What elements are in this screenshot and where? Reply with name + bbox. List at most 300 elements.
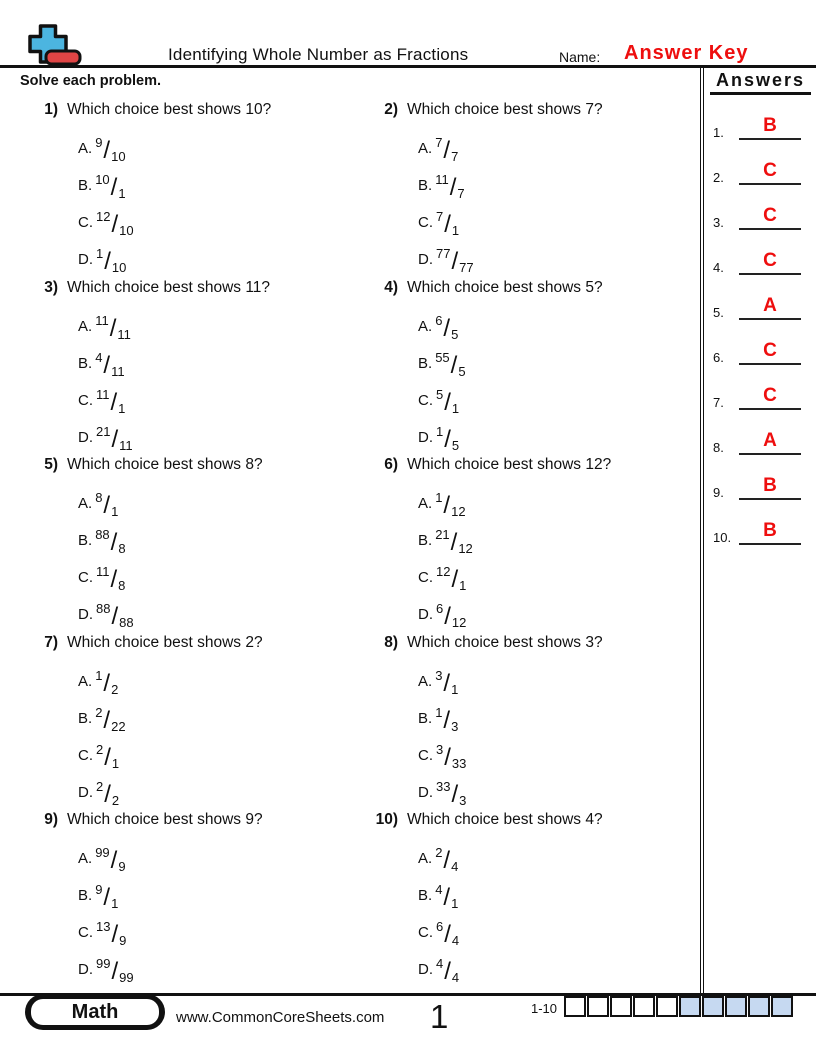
choice-letter: B. <box>78 354 93 372</box>
answer-choice <box>78 729 368 771</box>
fraction <box>95 172 126 201</box>
fraction-slash <box>102 884 111 911</box>
choice-letter: D. <box>78 961 93 978</box>
answer-number: 6. <box>713 350 724 365</box>
choice-letter: D. <box>78 783 93 801</box>
question-number: 1) <box>44 101 58 118</box>
question-text: Which choice best shows 3? <box>407 633 603 651</box>
question-block <box>28 811 368 989</box>
answer-blank <box>739 341 801 365</box>
fraction <box>95 704 126 734</box>
fraction-numerator: 2 <box>95 704 103 720</box>
choice-letter: B. <box>78 532 93 549</box>
answer-choice <box>78 943 368 985</box>
choice-letter: D. <box>418 428 433 446</box>
answer-choice <box>418 122 698 164</box>
question-number: 4) <box>384 278 398 296</box>
answer-choice <box>418 233 698 275</box>
choice-list <box>418 122 698 275</box>
fraction-denominator: 11 <box>119 437 133 453</box>
choice-letter: A. <box>418 672 433 690</box>
choice-letter: A. <box>78 672 93 690</box>
fraction-denominator: 3 <box>451 718 459 734</box>
answer-row <box>704 500 816 545</box>
fraction-numerator: 6 <box>436 919 444 934</box>
fraction-slash <box>102 137 111 164</box>
choice-letter: B. <box>418 532 433 549</box>
answer-choice <box>78 692 368 734</box>
fraction-slash <box>102 352 111 379</box>
subject-badge <box>25 994 165 1030</box>
fraction-denominator: 1 <box>451 681 459 697</box>
fraction-slash <box>102 670 111 697</box>
fraction <box>96 956 134 985</box>
fraction-slash <box>443 389 452 416</box>
choice-letter: C. <box>418 391 433 409</box>
fraction-denominator: 88 <box>119 615 134 630</box>
score-cell <box>564 996 586 1017</box>
fraction-numerator: 9 <box>95 882 103 897</box>
answer-choice <box>418 159 698 201</box>
fraction-numerator: 55 <box>435 349 450 365</box>
fraction-numerator: 5 <box>436 386 444 402</box>
answer-choice <box>78 233 368 275</box>
answer-choice <box>78 122 368 164</box>
fraction-denominator: 2 <box>111 792 120 808</box>
fraction <box>96 564 126 593</box>
choice-letter: C. <box>78 924 93 941</box>
fraction <box>96 919 127 948</box>
fraction-slash <box>110 426 119 453</box>
fraction <box>436 919 460 948</box>
answer-choice <box>78 196 368 238</box>
fraction-slash <box>442 315 451 342</box>
fraction <box>435 490 466 519</box>
question-text: Which choice best shows 5? <box>407 278 603 296</box>
answer-blank <box>739 206 801 230</box>
fraction <box>435 667 459 697</box>
subject-label: Math <box>31 999 159 1025</box>
fraction-numerator: 4 <box>436 956 444 971</box>
fraction-numerator: 21 <box>96 423 111 439</box>
answer-row <box>704 455 816 500</box>
fraction <box>96 778 120 808</box>
answer-choice <box>418 300 698 342</box>
choice-letter: A. <box>78 850 93 867</box>
answer-choice <box>78 766 368 808</box>
answer-choice <box>78 159 368 201</box>
choice-letter: B. <box>418 887 433 904</box>
question-block <box>28 101 368 279</box>
answer-key-label: Answer Key <box>624 42 749 64</box>
score-range-label: 1-10 <box>531 1001 558 1016</box>
fraction <box>96 741 120 771</box>
question-block <box>368 279 698 457</box>
fraction-slash <box>442 847 451 874</box>
fraction-numerator: 11 <box>435 172 449 187</box>
fraction-numerator: 13 <box>96 919 111 934</box>
score-grid <box>564 996 793 1017</box>
choice-letter: C. <box>78 391 93 409</box>
answer-blank <box>739 476 801 500</box>
choice-letter: B. <box>78 887 93 904</box>
answer-blank <box>739 386 801 410</box>
question-text: Which choice best shows 8? <box>67 456 263 473</box>
fraction <box>95 349 125 379</box>
answer-choice <box>418 514 698 556</box>
commoncoresheets-logo <box>20 12 110 70</box>
choice-letter: D. <box>418 606 433 623</box>
fraction-denominator: 8 <box>118 578 126 593</box>
score-cell <box>587 996 609 1017</box>
answer-choice <box>78 477 368 519</box>
fraction-denominator: 1 <box>451 896 459 911</box>
question-number: 10) <box>375 811 398 828</box>
choice-letter: B. <box>418 709 433 727</box>
score-cell <box>771 996 793 1017</box>
choice-letter: A. <box>418 495 433 512</box>
fraction-denominator: 8 <box>118 541 126 556</box>
fraction <box>95 135 126 164</box>
question-text: Which choice best shows 10? <box>67 101 272 118</box>
fraction-numerator: 33 <box>436 778 451 794</box>
fraction-numerator: 12 <box>96 209 111 224</box>
answer-row <box>704 140 816 185</box>
answer-choice <box>418 337 698 379</box>
answers-list <box>704 95 816 545</box>
fraction <box>436 386 460 416</box>
minus-icon <box>46 51 80 64</box>
choice-letter: A. <box>78 140 93 157</box>
fraction-numerator: 7 <box>435 135 443 150</box>
answer-choice <box>78 869 368 911</box>
answer-choice <box>418 869 698 911</box>
fraction-slash <box>110 603 119 630</box>
fraction-denominator: 1 <box>451 400 460 416</box>
choice-letter: D. <box>418 961 433 978</box>
answer-choice <box>78 337 368 379</box>
fraction-slash <box>443 921 452 948</box>
fraction-denominator: 1 <box>451 223 460 238</box>
question-block <box>368 101 698 279</box>
answer-choice <box>78 514 368 556</box>
fraction-numerator: 12 <box>436 564 451 579</box>
fraction <box>96 601 134 630</box>
fraction <box>436 564 467 593</box>
fraction-slash <box>442 707 451 734</box>
answer-choice <box>418 411 698 453</box>
fraction-numerator: 88 <box>95 527 110 542</box>
choice-letter: A. <box>78 495 93 512</box>
answer-choice <box>418 692 698 734</box>
score-cell <box>633 996 655 1017</box>
answer-choice <box>418 551 698 593</box>
choice-letter: C. <box>418 924 433 941</box>
answer-number: 10. <box>713 530 732 545</box>
answer-choice <box>78 411 368 453</box>
choice-list <box>78 300 368 453</box>
choice-letter: D. <box>418 251 433 268</box>
fraction-numerator: 88 <box>96 601 111 616</box>
fraction-slash <box>443 744 452 771</box>
question-block <box>28 279 368 457</box>
choice-letter: A. <box>418 140 433 157</box>
answer-letter: C <box>763 205 777 226</box>
fraction-denominator: 33 <box>451 755 467 771</box>
question-header <box>368 456 698 474</box>
fraction-numerator: 6 <box>436 601 444 616</box>
question-block <box>368 456 698 634</box>
score-cell <box>702 996 724 1017</box>
answer-letter: C <box>763 250 777 271</box>
answer-row <box>704 185 816 230</box>
choice-letter: C. <box>78 214 93 231</box>
fraction-numerator: 1 <box>435 704 443 720</box>
answer-row <box>704 320 816 365</box>
question-block <box>368 811 698 989</box>
fraction-denominator: 5 <box>451 326 459 342</box>
fraction-numerator: 11 <box>96 386 110 402</box>
fraction-denominator: 9 <box>118 859 126 874</box>
question-text: Which choice best shows 7? <box>407 101 603 118</box>
fraction-denominator: 5 <box>458 363 466 379</box>
fraction-denominator: 1 <box>111 755 120 771</box>
fraction-slash <box>102 492 111 519</box>
fraction <box>95 882 119 911</box>
page-number: 1 <box>430 998 449 1035</box>
question-text: Which choice best shows 4? <box>407 811 603 828</box>
answer-choice <box>418 906 698 948</box>
fraction-numerator: 1 <box>435 490 443 505</box>
fraction <box>436 956 460 985</box>
answer-row <box>704 230 816 275</box>
fraction <box>95 667 119 697</box>
fraction <box>96 423 133 453</box>
fraction <box>96 209 134 238</box>
fraction-denominator: 2 <box>111 681 119 697</box>
fraction-numerator: 99 <box>95 845 110 860</box>
fraction-slash <box>450 781 459 808</box>
answer-row <box>704 275 816 320</box>
choice-letter: B. <box>418 354 433 372</box>
fraction-denominator: 12 <box>451 504 466 519</box>
answer-row <box>704 410 816 455</box>
choice-letter: B. <box>78 177 93 194</box>
fraction-denominator: 4 <box>451 933 460 948</box>
fraction-slash <box>103 248 112 275</box>
answer-letter: B <box>763 475 777 496</box>
fraction-slash <box>443 958 452 985</box>
answer-letter: B <box>763 520 777 541</box>
answer-number: 7. <box>713 395 724 410</box>
question-number: 2) <box>384 101 398 118</box>
fraction-numerator: 99 <box>96 956 111 971</box>
answer-choice <box>418 655 698 697</box>
fraction <box>436 601 467 630</box>
fraction <box>435 349 466 379</box>
choice-letter: C. <box>418 569 433 586</box>
choice-letter: C. <box>78 746 93 764</box>
fraction <box>96 386 126 416</box>
fraction-numerator: 11 <box>96 564 110 579</box>
fraction-denominator: 4 <box>451 970 460 985</box>
answer-choice <box>78 551 368 593</box>
fraction-slash <box>443 603 452 630</box>
answer-number: 1. <box>713 125 724 140</box>
answer-choice <box>418 943 698 985</box>
fraction-numerator: 10 <box>95 172 110 187</box>
fraction-denominator: 1 <box>111 896 119 911</box>
fraction-slash <box>110 211 119 238</box>
answer-letter: C <box>763 160 777 181</box>
choice-letter: B. <box>78 709 93 727</box>
questions-grid <box>28 101 698 989</box>
answer-blank <box>739 296 801 320</box>
fraction <box>436 423 460 453</box>
choice-letter: C. <box>78 569 93 586</box>
question-number: 6) <box>384 456 398 473</box>
fraction <box>95 490 119 519</box>
question-header <box>368 811 698 829</box>
fraction-slash <box>443 211 452 238</box>
answer-choice <box>418 729 698 771</box>
fraction-numerator: 4 <box>435 882 443 897</box>
fraction-denominator: 12 <box>451 615 467 630</box>
instruction-text: Solve each problem. <box>20 73 162 89</box>
fraction <box>435 312 459 342</box>
question-header <box>368 279 698 297</box>
fraction-denominator: 11 <box>117 326 131 342</box>
answer-row <box>704 365 816 410</box>
fraction-numerator: 4 <box>95 349 103 365</box>
fraction-denominator: 99 <box>119 970 134 985</box>
answer-letter: B <box>763 115 777 136</box>
choice-letter: C. <box>418 746 433 764</box>
fraction-numerator: 2 <box>96 778 104 794</box>
answer-blank <box>739 251 801 275</box>
answer-number: 8. <box>713 440 724 455</box>
fraction <box>436 741 467 771</box>
fraction-denominator: 1 <box>459 578 467 593</box>
score-cell <box>748 996 770 1017</box>
fraction-numerator: 3 <box>436 741 444 757</box>
worksheet-title: Identifying Whole Number as Fractions <box>168 45 469 64</box>
fraction <box>95 312 131 342</box>
answer-number: 2. <box>713 170 724 185</box>
answer-letter: C <box>763 385 777 406</box>
fraction-numerator: 1 <box>436 423 444 439</box>
answer-blank <box>739 521 801 545</box>
header-divider <box>0 65 816 68</box>
fraction-slash <box>443 426 452 453</box>
answer-choice <box>418 374 698 416</box>
answer-number: 5. <box>713 305 724 320</box>
choice-letter: D. <box>78 251 93 268</box>
answer-choice <box>418 832 698 874</box>
question-number: 5) <box>44 456 58 473</box>
fraction-slash <box>442 137 451 164</box>
fraction <box>435 135 459 164</box>
answer-choice <box>78 655 368 697</box>
fraction <box>435 527 473 556</box>
fraction-numerator: 7 <box>436 209 444 224</box>
choice-letter: D. <box>78 428 93 446</box>
fraction <box>435 845 459 874</box>
score-cell <box>679 996 701 1017</box>
fraction-denominator: 5 <box>451 437 460 453</box>
choice-list <box>418 832 698 985</box>
fraction-slash <box>442 884 451 911</box>
answer-row <box>704 95 816 140</box>
question-header <box>28 456 368 474</box>
answer-letter: C <box>763 340 777 361</box>
fraction-numerator: 2 <box>96 741 104 757</box>
question-block <box>368 634 698 812</box>
fraction-denominator: 4 <box>451 859 459 874</box>
fraction <box>96 246 127 275</box>
choice-letter: A. <box>418 850 433 867</box>
fraction-numerator: 21 <box>435 527 450 542</box>
answer-choice <box>78 588 368 630</box>
fraction-slash <box>442 670 451 697</box>
fraction-slash <box>102 707 111 734</box>
website-url: www.CommonCoreSheets.com <box>176 1009 385 1026</box>
fraction-slash <box>450 248 459 275</box>
question-header <box>368 101 698 119</box>
answers-title: Answers <box>710 70 811 95</box>
question-number: 8) <box>384 633 398 651</box>
fraction <box>95 527 126 556</box>
fraction <box>436 209 460 238</box>
choice-letter: D. <box>78 606 93 623</box>
fraction-slash <box>110 389 119 416</box>
answer-choice <box>78 906 368 948</box>
fraction-denominator: 10 <box>119 223 134 238</box>
fraction-denominator: 7 <box>451 149 459 164</box>
question-header <box>28 811 368 829</box>
choice-list <box>78 832 368 985</box>
score-cell <box>725 996 747 1017</box>
fraction-numerator: 6 <box>435 312 443 328</box>
answer-choice <box>78 374 368 416</box>
fraction-numerator: 77 <box>436 246 451 261</box>
fraction-slash <box>442 492 451 519</box>
answer-choice <box>78 300 368 342</box>
choice-list <box>418 477 698 630</box>
question-header <box>368 634 698 652</box>
fraction-denominator: 10 <box>111 260 127 275</box>
fraction-numerator: 1 <box>95 667 103 683</box>
choice-letter: D. <box>418 783 433 801</box>
fraction-denominator: 12 <box>458 541 473 556</box>
fraction-numerator: 1 <box>96 246 104 261</box>
fraction-numerator: 2 <box>435 845 443 860</box>
fraction-slash <box>110 958 119 985</box>
question-block <box>28 456 368 634</box>
fraction <box>95 845 126 874</box>
answer-number: 3. <box>713 215 724 230</box>
answer-letter: A <box>763 430 777 451</box>
name-label: Name: <box>559 49 601 65</box>
fraction-denominator: 77 <box>459 260 474 275</box>
fraction-slash <box>103 781 112 808</box>
fraction <box>436 246 474 275</box>
fraction-numerator: 3 <box>435 667 443 683</box>
choice-list <box>78 122 368 275</box>
answer-blank <box>739 161 801 185</box>
question-block <box>28 634 368 812</box>
score-cell <box>610 996 632 1017</box>
